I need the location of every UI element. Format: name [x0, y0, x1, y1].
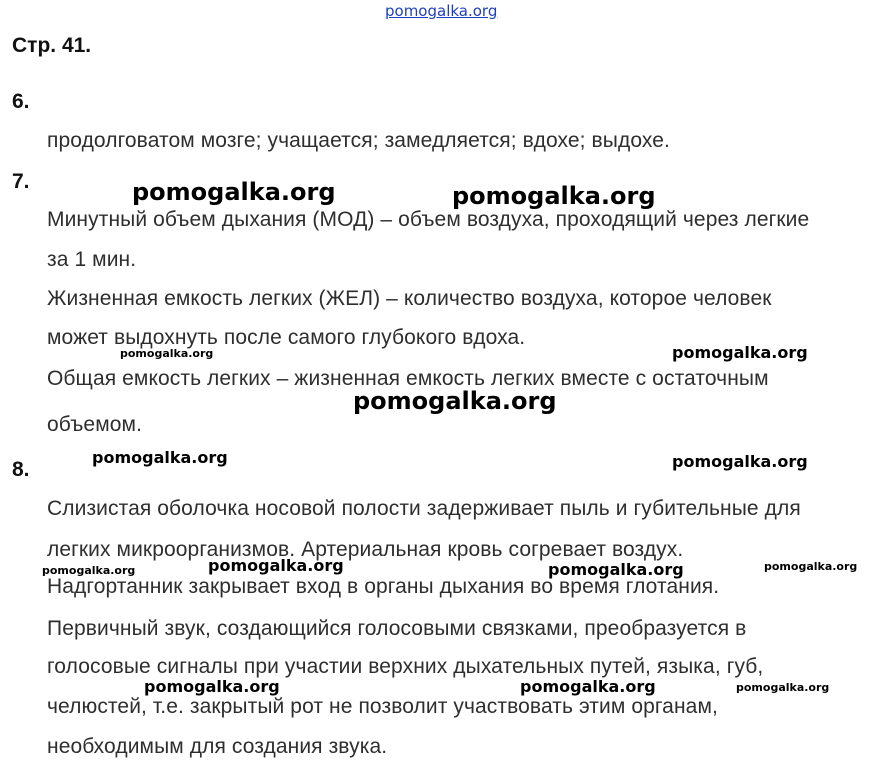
answer-line: Надгортанник закрывает вход в органы дыхания во время глотания.	[47, 575, 720, 598]
answer-line: Слизистая оболочка носовой полости задерживает пыль и губительные для	[47, 497, 801, 520]
answer-line: продолговатом мозге; учащается; замедляется; вдохе; выдохе.	[47, 129, 670, 152]
exercise-number-6: 6.	[12, 90, 30, 113]
watermark: pomogalka.org	[452, 182, 656, 210]
answer-line: объемом.	[47, 413, 143, 436]
watermark: pomogalka.org	[92, 448, 228, 467]
watermark: pomogalka.org	[353, 387, 557, 415]
exercise-number-7: 7.	[12, 170, 30, 193]
watermark: pomogalka.org	[120, 347, 214, 360]
answer-line: голосовые сигналы при участии верхних дыхательных путей, языка, губ,	[47, 655, 764, 678]
watermark: pomogalka.org	[42, 564, 136, 577]
answer-line: челюстей, т.е. закрытый рот не позволит участвовать этим органам,	[47, 695, 718, 718]
watermark: pomogalka.org	[736, 681, 830, 694]
watermark-link-top[interactable]: pomogalka.org	[385, 2, 498, 20]
answer-line: необходимым для создания звука.	[47, 735, 388, 758]
watermark: pomogalka.org	[548, 560, 684, 579]
answer-line: Общая емкость легких – жизненная емкость легких вместе с остаточным	[47, 367, 769, 390]
answer-line: за 1 мин.	[47, 248, 137, 271]
page-title: Стр. 41.	[12, 34, 92, 57]
watermark: pomogalka.org	[672, 343, 808, 362]
watermark: pomogalka.org	[672, 452, 808, 471]
exercise-number-8: 8.	[12, 458, 30, 481]
watermark: pomogalka.org	[132, 178, 336, 206]
answer-line: Первичный звук, создающийся голосовыми связками, преобразуется в	[47, 617, 747, 640]
answer-line: Жизненная емкость легких (ЖЕЛ) – количество воздуха, которое человек	[47, 287, 772, 310]
answer-line: Минутный объем дыхания (МОД) – объем воздуха, проходящий через легкие	[47, 208, 810, 231]
answer-line: может выдохнуть после самого глубокого вдоха.	[47, 326, 526, 349]
watermark: pomogalka.org	[764, 560, 858, 573]
watermark: pomogalka.org	[208, 556, 344, 575]
watermark: pomogalka.org	[520, 677, 656, 696]
watermark: pomogalka.org	[144, 677, 280, 696]
answer-line: легких микроорганизмов. Артериальная кровь согревает воздух.	[47, 538, 684, 561]
